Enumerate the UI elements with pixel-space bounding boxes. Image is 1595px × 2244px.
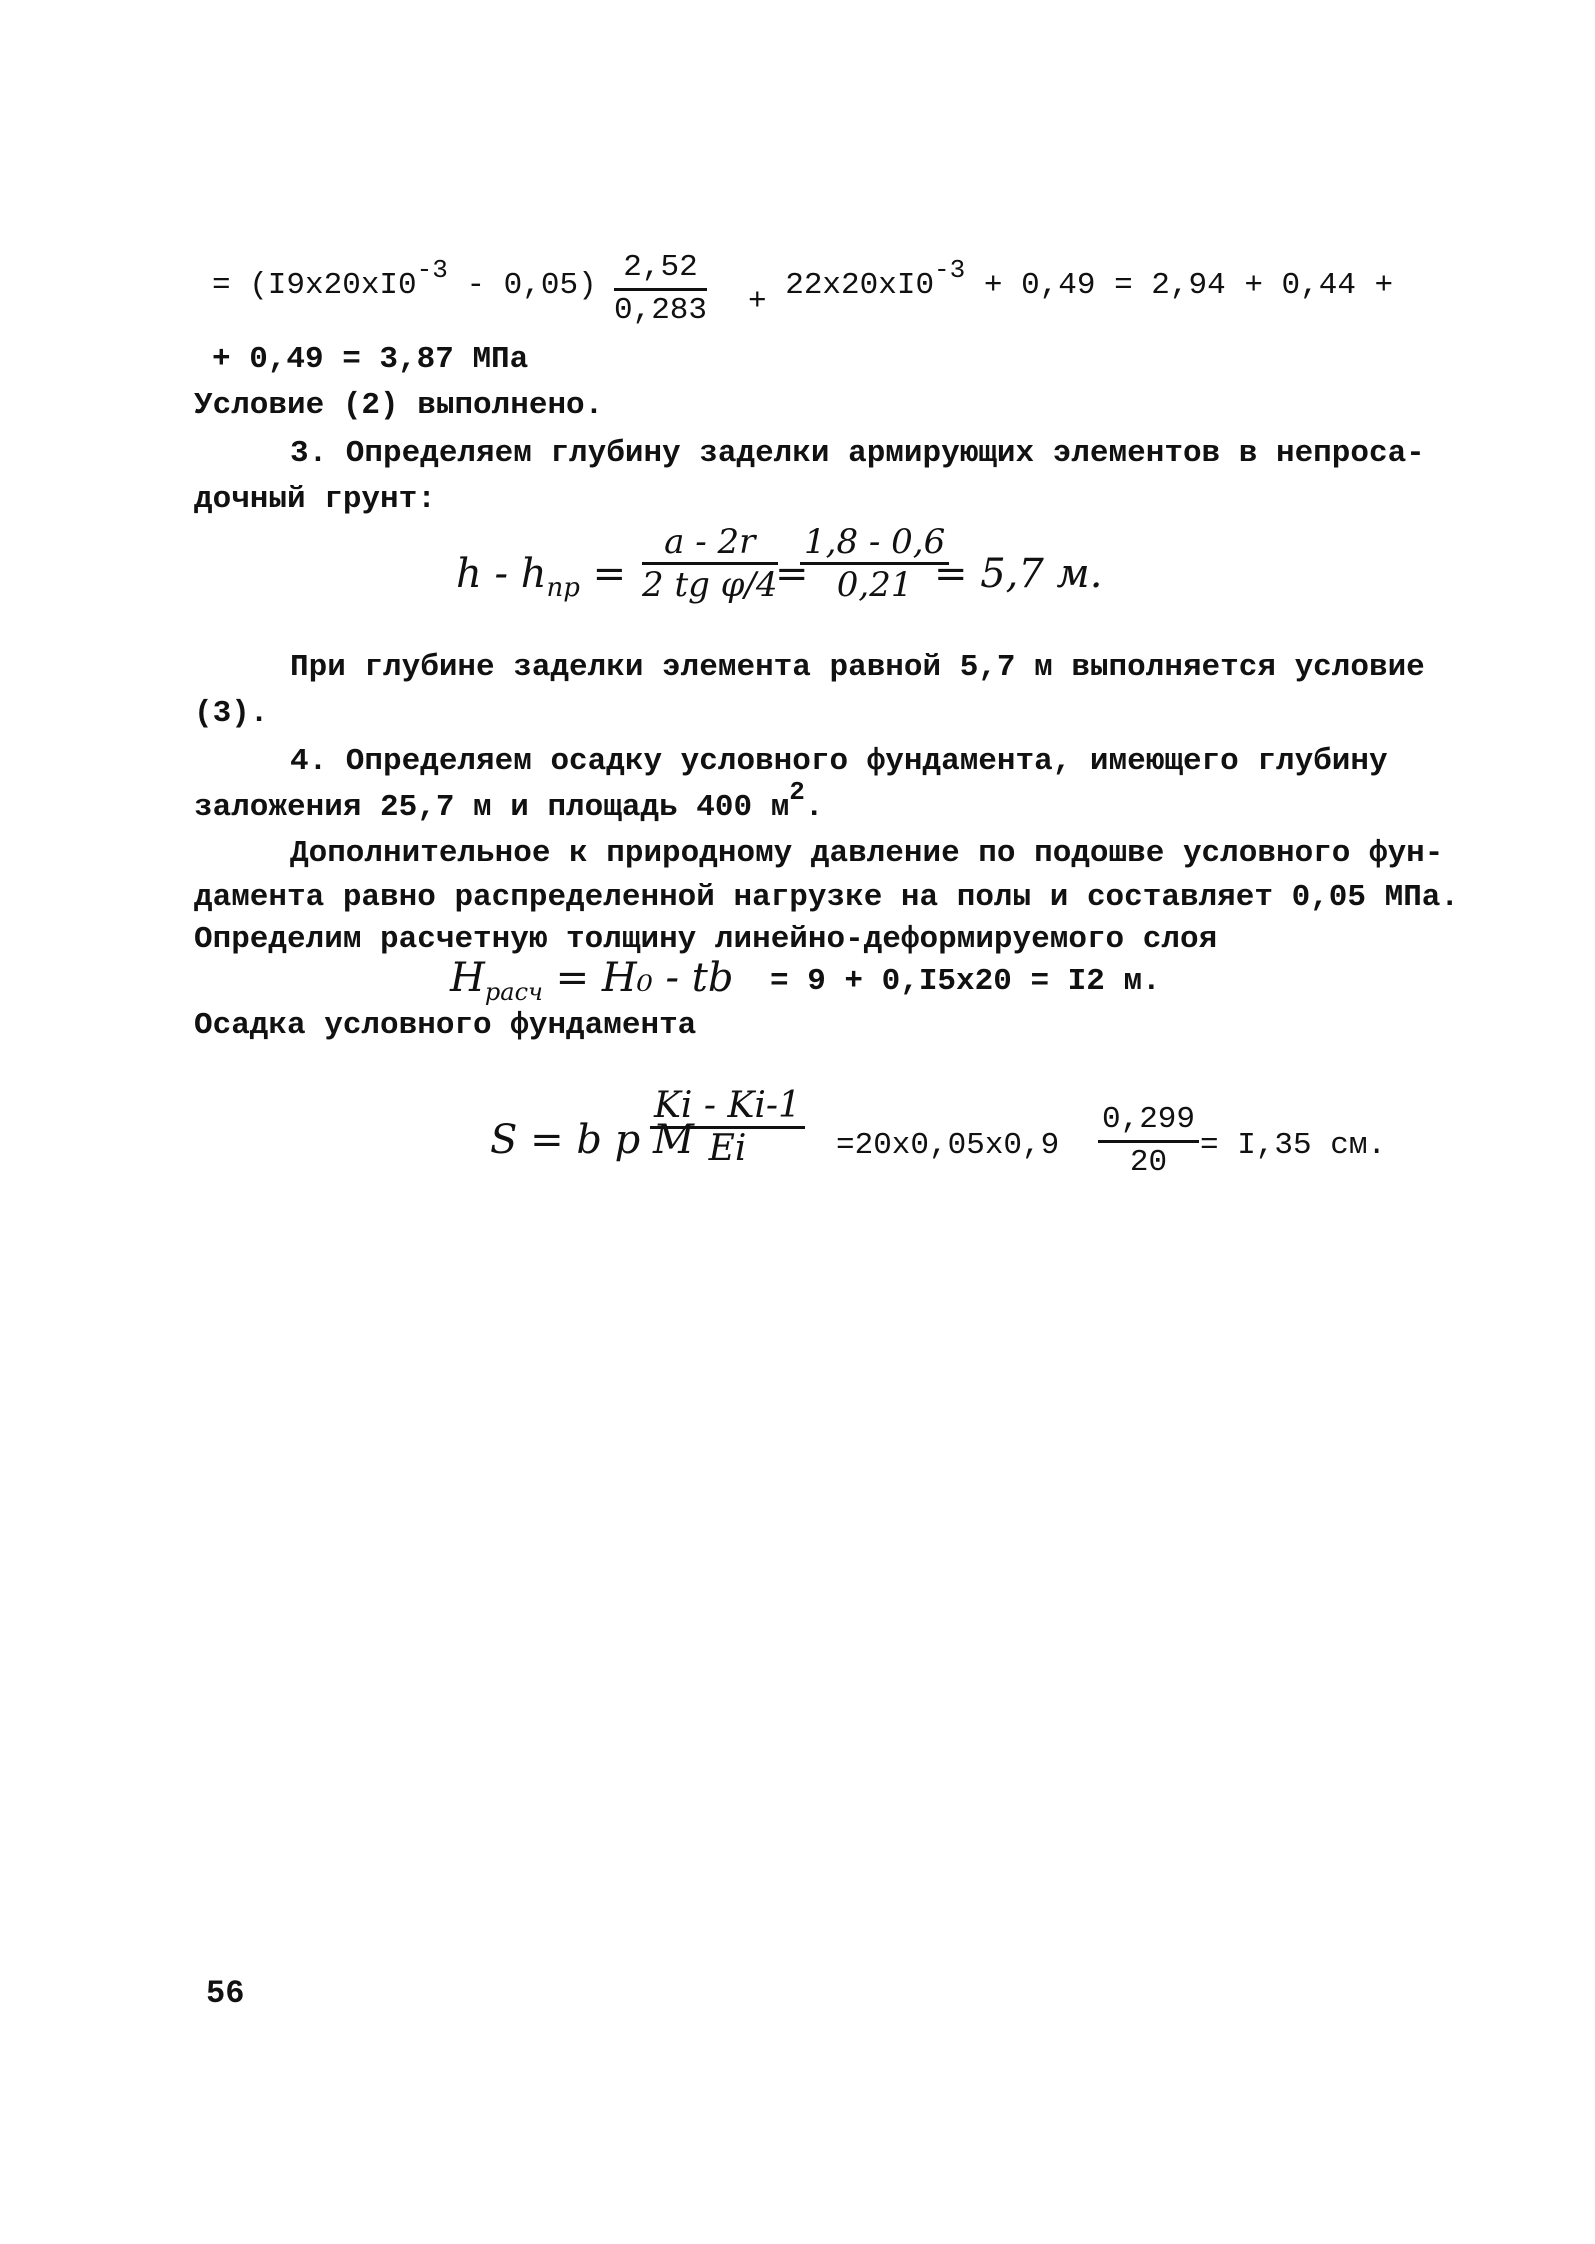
- condition-done: Условие (2) выполнено.: [194, 388, 604, 423]
- eq3-hw-rest: = H₀ - tb: [555, 955, 734, 1001]
- p4-line2-text: заложения 25,7 м и площадь 400 м: [194, 790, 790, 825]
- equation-1-line-1-rest: [748, 255, 1394, 319]
- eq2-equals-2: =: [775, 551, 809, 597]
- eq4-f-den: Ei: [708, 1128, 747, 1169]
- eq3-h: H: [450, 955, 485, 1001]
- eq2-fraction-1: [642, 522, 778, 605]
- settlement-label: Осадка условного фундамента: [194, 1008, 697, 1043]
- p4-line2-sup: 2: [789, 777, 805, 807]
- eq1-fraction: [614, 248, 707, 331]
- paragraph-5-line-2: дамента равно распределенной нагрузке на полы и составляет 0,05 МПа.: [194, 880, 1460, 915]
- eq2-fraction-2: [800, 522, 949, 605]
- eq4-lhs: S = b p M: [490, 1117, 694, 1163]
- paragraph-5-line-1: Дополнительное к природному давление по подошве условного фун-: [290, 836, 1444, 871]
- eq3-handwritten: [450, 955, 734, 1012]
- eq4-fraction-2: [1098, 1100, 1199, 1183]
- eq2-f1-num: a - 2r: [642, 522, 778, 565]
- paragraph-3-line-1: 3. Определяем глубину заделки армирующих элементов в непроса-: [290, 436, 1425, 471]
- eq3-h-sub: расч: [484, 978, 543, 1006]
- eq2-lhs-sub: пр: [546, 573, 580, 603]
- equation-1-line-2: + 0,49 = 3,87 МПа: [212, 342, 529, 377]
- eq2-f2-den: 0,21: [836, 565, 913, 605]
- eq2-equals: =: [592, 551, 627, 597]
- paragraph-3-line-2: дочный грунт:: [194, 482, 436, 517]
- p4-line2-end: .: [804, 790, 824, 825]
- paragraph-4-line-2: [194, 777, 824, 828]
- eq1-frac-den: 0,283: [614, 293, 708, 328]
- paragraph-3b-line-2: (3).: [194, 696, 269, 731]
- eq4-f2-den: 20: [1129, 1145, 1168, 1180]
- eq1-term2: 22x20xI0: [785, 268, 935, 303]
- eq1-tail: + 0,49 = 2,94 + 0,44 +: [983, 268, 1394, 303]
- eq4-fraction-1: [650, 1086, 805, 1169]
- eq3-typed: = 9 + 0,I5x20 = I2 м.: [770, 964, 1161, 999]
- eq2-result: = 5,7 м.: [934, 551, 1103, 597]
- paragraph-4-line-1: 4. Определяем осадку условного фундамента, имеющего глубину: [290, 744, 1388, 779]
- eq1-mid: - 0,05): [466, 268, 597, 303]
- eq4-f2-num: 0,299: [1098, 1100, 1199, 1143]
- eq4-mid: =20x0,05x0,9: [836, 1128, 1060, 1163]
- eq2-lhs: [456, 551, 627, 608]
- eq2-f2-num: 1,8 - 0,6: [800, 522, 949, 565]
- eq4-result: = I,35 см.: [1200, 1128, 1387, 1163]
- paragraph-5-line-3: Определим расчетную толщину линейно-деформируемого слоя: [194, 922, 1218, 957]
- eq1-exp1: -3: [416, 255, 448, 285]
- eq2-lhs-text: h - h: [456, 551, 547, 597]
- eq2-f1-den: 2 tg φ/4: [642, 565, 778, 605]
- paragraph-3b-line-1: При глубине заделки элемента равной 5,7 м выполняется условие: [290, 650, 1425, 685]
- equation-1-line-1: [212, 255, 597, 306]
- eq1-exp2: -3: [934, 255, 966, 285]
- eq1-frac-num: 2,52: [614, 248, 707, 291]
- eq1-plus: +: [748, 284, 767, 319]
- eq4-f-num: Ki - Ki-1: [650, 1086, 805, 1129]
- page-number: 56: [206, 1975, 245, 2012]
- eq1-lead: = (I9x20xI0: [212, 268, 417, 303]
